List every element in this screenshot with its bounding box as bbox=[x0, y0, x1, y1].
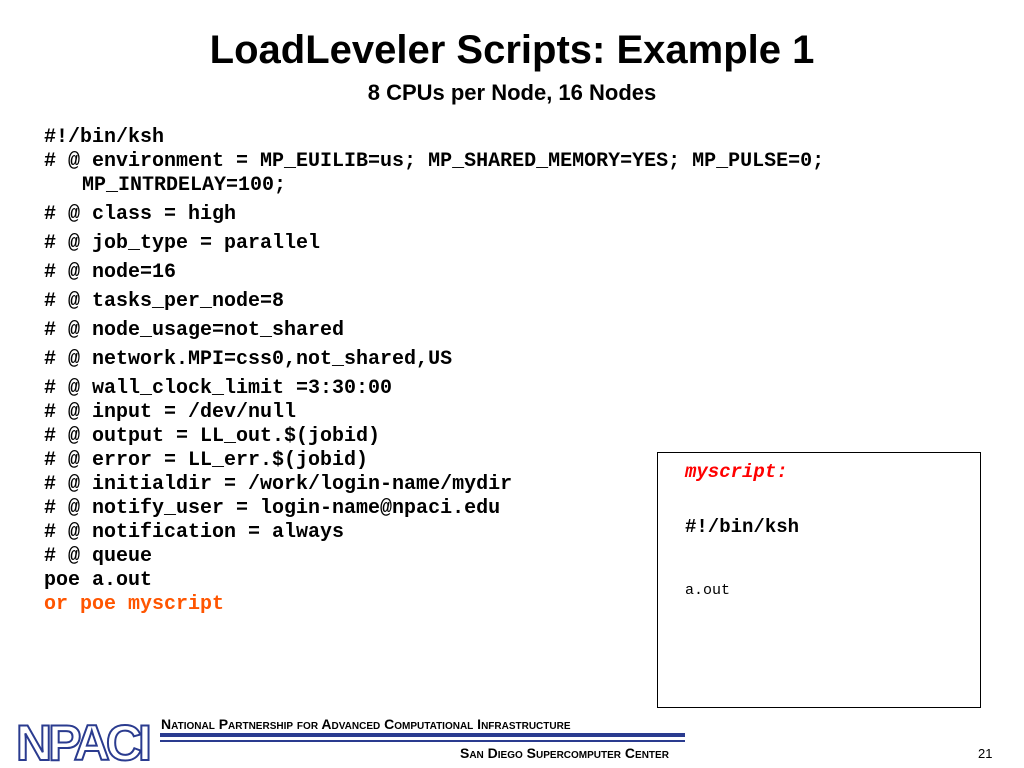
code-line: # @ error = LL_err.$(jobid) bbox=[44, 449, 369, 472]
code-line: # @ wall_clock_limit =3:30:00 bbox=[44, 377, 393, 400]
code-line: # @ job_type = parallel bbox=[44, 232, 321, 255]
code-line: # @ node=16 bbox=[44, 261, 177, 284]
myscript-box bbox=[657, 452, 981, 708]
code-line: MP_INTRDELAY=100; bbox=[82, 174, 287, 197]
npaci-logo bbox=[14, 714, 160, 768]
code-line: # @ notify_user = login-name@npaci.edu bbox=[44, 497, 501, 520]
code-line: # @ node_usage=not_shared bbox=[44, 319, 345, 342]
code-line: # @ initialdir = /work/login-name/mydir bbox=[44, 473, 513, 496]
footer-divider-thin bbox=[160, 740, 685, 742]
code-line: # @ tasks_per_node=8 bbox=[44, 290, 285, 313]
code-line: # @ network.MPI=css0,not_shared,US bbox=[44, 348, 453, 371]
code-line: poe a.out bbox=[44, 569, 153, 592]
code-line: #!/bin/ksh bbox=[44, 126, 165, 149]
code-line: # @ class = high bbox=[44, 203, 237, 226]
myscript-label: myscript: bbox=[685, 461, 788, 483]
slide-subtitle: 8 CPUs per Node, 16 Nodes bbox=[367, 80, 657, 105]
code-line: # @ output = LL_out.$(jobid) bbox=[44, 425, 381, 448]
footer-partnership: National Partnership for Advanced Computational Infrastructure bbox=[161, 716, 571, 732]
code-line: # @ input = /dev/null bbox=[44, 401, 297, 424]
page-number: 21 bbox=[978, 746, 993, 761]
logo-text: NPACI bbox=[16, 715, 148, 768]
code-line: # @ environment = MP_EUILIB=us; MP_SHARED_MEMORY=YES; MP_PULSE=0; bbox=[44, 150, 825, 173]
footer-sdsc: San Diego Supercomputer Center bbox=[460, 745, 669, 761]
code-line: # @ notification = always bbox=[44, 521, 345, 544]
myscript-command: a.out bbox=[685, 582, 731, 599]
code-line: # @ queue bbox=[44, 545, 153, 568]
myscript-shebang: #!/bin/ksh bbox=[685, 516, 800, 538]
slide-title: LoadLeveler Scripts: Example 1 bbox=[209, 28, 815, 72]
footer-divider bbox=[160, 733, 685, 737]
code-line-alternative: or poe myscript bbox=[44, 593, 225, 616]
